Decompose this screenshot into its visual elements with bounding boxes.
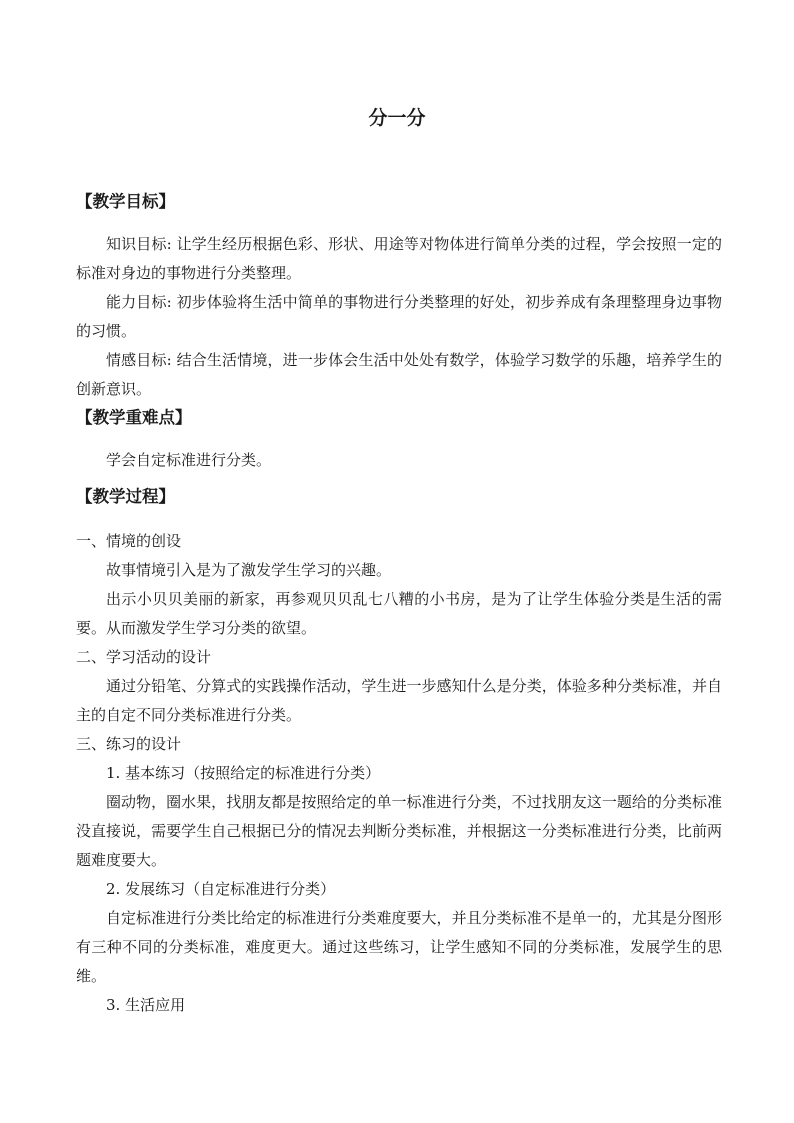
keypoints-text: 学会自定标准进行分类。 xyxy=(106,451,272,469)
goal-ability: 能力目标: 初步体验将生活中简单的事物进行分类整理的好处，初步养成有条理整理身边事物的习惯。 xyxy=(76,293,722,340)
exercise-item-3-title: 3. 生活应用 xyxy=(106,996,186,1014)
exercise-item-1-text: 圈动物，圈水果，找朋友都是按照给定的单一标准进行分类，不过找朋友这一题给的分类标准没直接说，需要学生自己根据已分的情况去判断分类标准，并根据这一分类标准进行分类，比前两题难度要大。 xyxy=(76,793,722,869)
section-heading-goals: 【教学目标】 xyxy=(76,192,175,211)
process-part2-title: 二、学习活动的设计 xyxy=(76,648,212,666)
section-heading-process: 【教学过程】 xyxy=(76,487,175,506)
process-part1-text-1: 故事情境引入是为了激发学生学习的兴趣。 xyxy=(106,561,392,579)
process-part2-text: 通过分铅笔、分算式的实践操作活动，学生进一步感知什么是分类，体验多种分类标准，并自主的自定不同分类标准进行分类。 xyxy=(76,677,722,724)
goal-emotion: 情感目标: 结合生活情境，进一步体会生活中处处有数学，体验学习数学的乐趣，培养学生的创新意识。 xyxy=(76,351,722,398)
process-part3-title: 三、练习的设计 xyxy=(76,735,182,753)
section-heading-keypoints: 【教学重难点】 xyxy=(76,408,192,427)
document-title: 分一分 xyxy=(368,107,426,129)
goal-knowledge: 知识目标: 让学生经历根据色彩、形状、用途等对物体进行简单分类的过程，学会按照一定的标准对身边的事物进行分类整理。 xyxy=(76,235,722,282)
exercise-item-2-title: 2. 发展练习（自定标准进行分类） xyxy=(106,880,336,898)
exercise-item-1-title: 1. 基本练习（按照给定的标准进行分类） xyxy=(106,764,381,782)
exercise-item-2-text: 自定标准进行分类比给定的标准进行分类难度要大，并且分类标准不是单一的，尤其是分图形有三种不同的分类标准，难度更大。通过这些练习，让学生感知不同的分类标准，发展学生的思维。 xyxy=(76,909,722,985)
process-part1-title: 一、情境的创设 xyxy=(76,532,182,550)
document-body xyxy=(76,188,722,1020)
process-part1-text-2: 出示小贝贝美丽的新家，再参观贝贝乱七八糟的小书房，是为了让学生体验分类是生活的需要。从而激发学生学习分类的欲望。 xyxy=(76,590,722,637)
